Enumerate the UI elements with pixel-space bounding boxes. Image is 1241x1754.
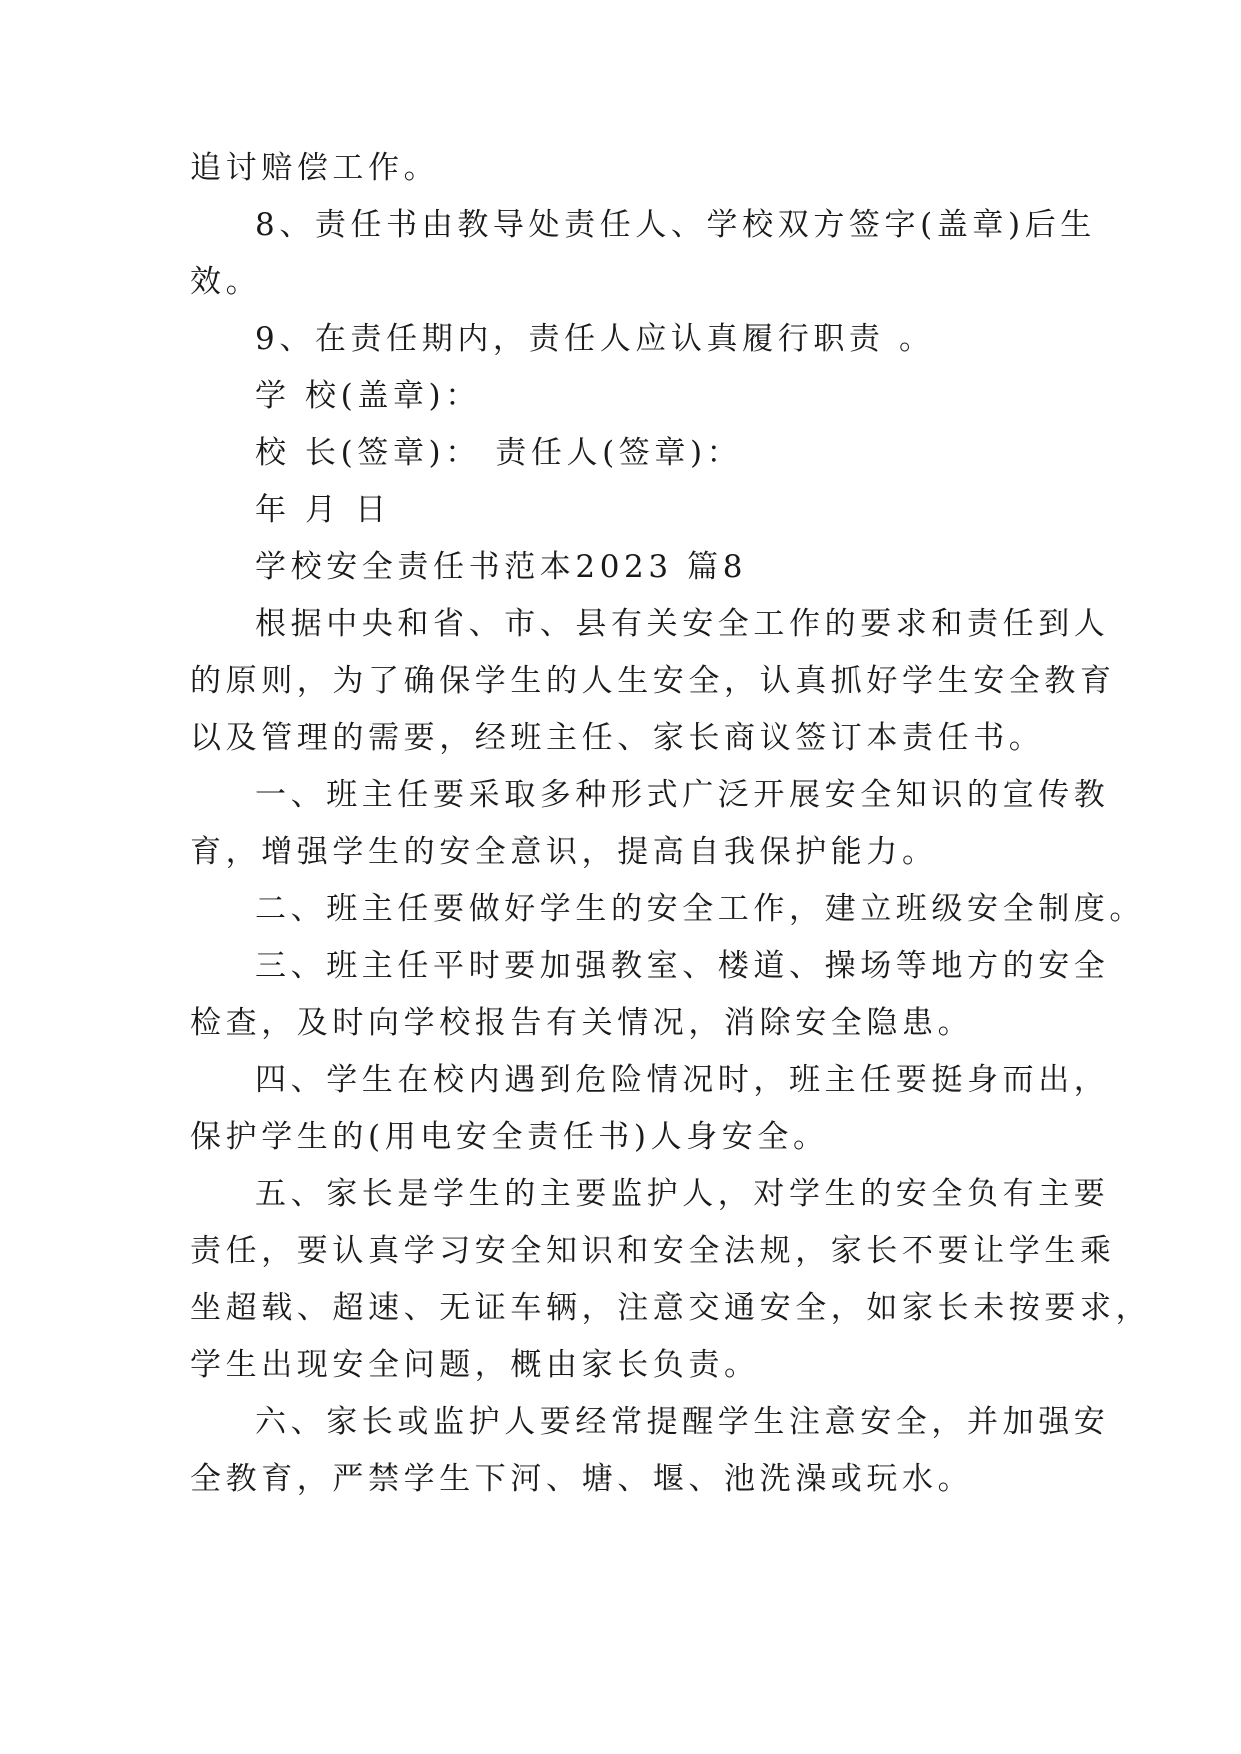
text-line: 责任，要认真学习安全知识和安全法规，家长不要让学生乘 [190, 1233, 1116, 1269]
text-line: 效。 [190, 264, 262, 300]
text-line: 六、家长或监护人要经常提醒学生注意安全，并加强安 [255, 1404, 1110, 1440]
text-line: 育，增强学生的安全意识，提高自我保护能力。 [190, 834, 938, 870]
text-line: 坐超载、超速、无证车辆，注意交通安全，如家长未按要求， [190, 1290, 1152, 1326]
text-line: 一、班主任要采取多种形式广泛开展安全知识的宣传教 [255, 777, 1110, 813]
text-line: 全教育，严禁学生下河、塘、堰、池洗澡或玩水。 [190, 1461, 974, 1497]
text-line: 三、班主任平时要加强教室、楼道、操场等地方的安全 [255, 948, 1110, 984]
text-line: 二、班主任要做好学生的安全工作，建立班级安全制度。 [255, 891, 1145, 927]
text-line: 保护学生的(用电安全责任书)人身安全。 [190, 1119, 829, 1155]
text-line: 年 月 日 [255, 492, 391, 528]
text-line: 检查，及时向学校报告有关情况，消除安全隐患。 [190, 1005, 974, 1041]
text-line: 追讨赔偿工作。 [190, 150, 440, 186]
text-line: 的原则，为了确保学生的人生安全，认真抓好学生安全教育 [190, 663, 1116, 699]
text-line: 校 长(签章)： 责任人(签章)： [255, 435, 743, 471]
text-line: 以及管理的需要，经班主任、家长商议签订本责任书。 [190, 720, 1045, 756]
text-line: 根据中央和省、市、县有关安全工作的要求和责任到人 [255, 606, 1110, 642]
text-line: 学 校(盖章)： [255, 378, 481, 414]
text-line: 8、责任书由教导处责任人、学校双方签字(盖章)后生 [255, 207, 1096, 243]
text-line: 四、学生在校内遇到危险情况时，班主任要挺身而出， [255, 1062, 1110, 1098]
text-line: 9、在责任期内，责任人应认真履行职责 。 [255, 321, 935, 357]
text-line: 五、家长是学生的主要监护人，对学生的安全负有主要 [255, 1176, 1110, 1212]
text-line: 学生出现安全问题，概由家长负责。 [190, 1347, 760, 1383]
section-heading: 学校安全责任书范本2023 篇8 [255, 549, 748, 585]
